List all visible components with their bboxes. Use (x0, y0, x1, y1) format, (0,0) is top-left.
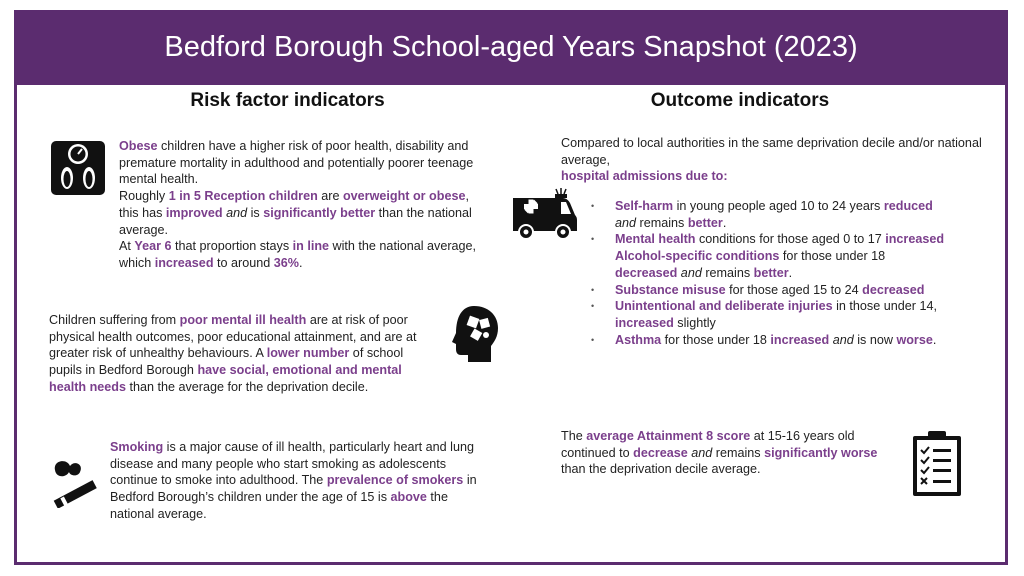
obesity-are: are (317, 189, 343, 204)
substance-trend: decreased (862, 282, 925, 297)
outcome-list (561, 198, 991, 348)
self-harm-desc: in young people aged 10 to 24 years (673, 199, 884, 213)
outcome-intro (561, 135, 991, 185)
obese-label: Obese (119, 139, 158, 153)
improved-label: improved (165, 205, 223, 220)
mental-health-desc: conditions for those aged 0 to 17 (695, 232, 886, 247)
self-harm-trend: reduced (883, 199, 933, 213)
obesity-to-around: to around (213, 255, 274, 270)
attainment-text (561, 428, 891, 478)
cigarette-icon (50, 456, 100, 508)
smoking-tail: the national average. (110, 490, 448, 521)
obesity-this-has: , this has (119, 189, 469, 220)
asthma-and: and (829, 332, 854, 347)
injuries-trend: increased (615, 315, 674, 330)
substance-label: Substance misuse (615, 282, 726, 297)
alcohol-and: and (677, 265, 702, 280)
alcohol-status: better (753, 265, 789, 280)
asthma-period: . (932, 332, 937, 347)
list-item-substance (561, 282, 991, 299)
in-line-label: in line (292, 239, 330, 254)
alcohol-trend: decreased (615, 265, 678, 280)
title-banner (14, 10, 1008, 85)
head-puzzle-icon (450, 304, 500, 364)
obesity-at: At (119, 239, 135, 254)
list-item-alcohol (561, 248, 991, 281)
above-label: above (390, 490, 427, 505)
obesity-desc: children have a higher risk of poor health, disability and premature mortality in adulthood and potentially poorer teenage mental health. (119, 139, 474, 187)
hospital-admissions-label: hospital admissions due to: (561, 169, 728, 184)
list-item-asthma (561, 332, 991, 349)
obesity-is: is (247, 205, 264, 220)
smoking-desc: is a major cause of ill health, particularly heart and lung disease and many people who start smoking as adolescents continue to smoke into adulthood. The (110, 440, 474, 488)
attainment8-label: average Attainment 8 score (586, 429, 751, 443)
injuries-slightly: slightly (673, 315, 716, 330)
alcohol-label: Alcohol-specific conditions (615, 249, 780, 264)
asthma-label: Asthma (615, 332, 662, 347)
year6-percent: 36% (273, 255, 299, 270)
mental-health-trend: increased (885, 232, 945, 247)
self-harm-status: better (687, 215, 723, 230)
outcome-heading: Outcome indicators (650, 90, 830, 111)
attainment-remains: remains (712, 445, 765, 460)
asthma-status: worse (896, 332, 933, 347)
smoking-text (110, 439, 492, 523)
asthma-trend: increased (770, 332, 830, 347)
risk-heading: Risk factor indicators (190, 90, 385, 111)
obesity-proportion: that proportion stays (171, 239, 293, 254)
obesity-and: and (222, 205, 248, 220)
attainment-decrease: decrease (633, 445, 688, 460)
overweight-label: overweight or obese (342, 189, 466, 204)
clipboard-checklist-icon (911, 430, 963, 498)
alcohol-remains: remains (701, 265, 754, 280)
mental-intro: Children suffering from (49, 313, 180, 327)
substance-desc: for those aged 15 to 24 (725, 282, 863, 297)
self-harm-period: . (722, 215, 727, 230)
list-item-injuries (561, 298, 991, 331)
smoking-label: Smoking (110, 440, 164, 454)
injuries-label: Unintentional and deliberate injuries (615, 299, 833, 314)
outcome-intro-text: Compared to local authorities in the same deprivation decile and/or national average, (561, 136, 982, 167)
list-item-mental-health (561, 231, 991, 248)
poor-mental-health-label: poor mental ill health (179, 313, 307, 327)
obesity-roughly: Roughly (119, 189, 169, 204)
mental-tail: than the average for the deprivation decile. (125, 379, 369, 394)
attainment-status: significantly worse (764, 445, 878, 460)
obesity-text (119, 138, 489, 272)
lower-number-label: lower number (266, 346, 350, 361)
obesity-period: . (298, 255, 303, 270)
alcohol-period: . (788, 265, 793, 280)
alcohol-desc: for those under 18 (779, 249, 886, 264)
mental-pupils: of school pupils in Bedford Borough (49, 346, 404, 378)
list-item-self-harm (561, 198, 991, 231)
page-title: Bedford Borough School-aged Years Snapshot (2023) (164, 31, 858, 63)
attainment-tail: than the deprivation decile average. (561, 462, 761, 477)
self-harm-label: Self-harm (615, 199, 674, 213)
year6-label: Year 6 (134, 239, 172, 254)
attainment-and: and (687, 445, 713, 460)
mental-desc: are at risk of poor physical health outcomes, poor educational attainment, and are at greater risk of unhealthy behaviours. A (49, 313, 417, 361)
significantly-better-label: significantly better (263, 205, 376, 220)
semh-needs-label: have social, emotional and mental health needs (49, 363, 402, 394)
smoking-bedford: in Bedford Borough’s children under the age of 15 is (110, 473, 477, 505)
mental-health-text (49, 312, 439, 396)
injuries-desc: in those under 14, (832, 299, 937, 314)
attainment-the: The (561, 429, 587, 443)
weighing-scale-icon (50, 140, 106, 196)
obesity-average: with the national average, which (119, 239, 477, 270)
increased-label: increased (154, 255, 214, 270)
prevalence-label: prevalence of smokers (326, 473, 464, 488)
asthma-desc: for those under 18 (661, 332, 771, 347)
self-harm-and: and (615, 215, 637, 230)
attainment-desc: at 15-16 years old continued to (561, 429, 855, 460)
asthma-is-now: is now (853, 332, 897, 347)
reception-stat: 1 in 5 Reception children (168, 189, 318, 204)
self-harm-remains: remains (636, 215, 688, 230)
obesity-national: than the national average. (119, 205, 472, 237)
mental-health-label: Mental health (615, 232, 696, 247)
